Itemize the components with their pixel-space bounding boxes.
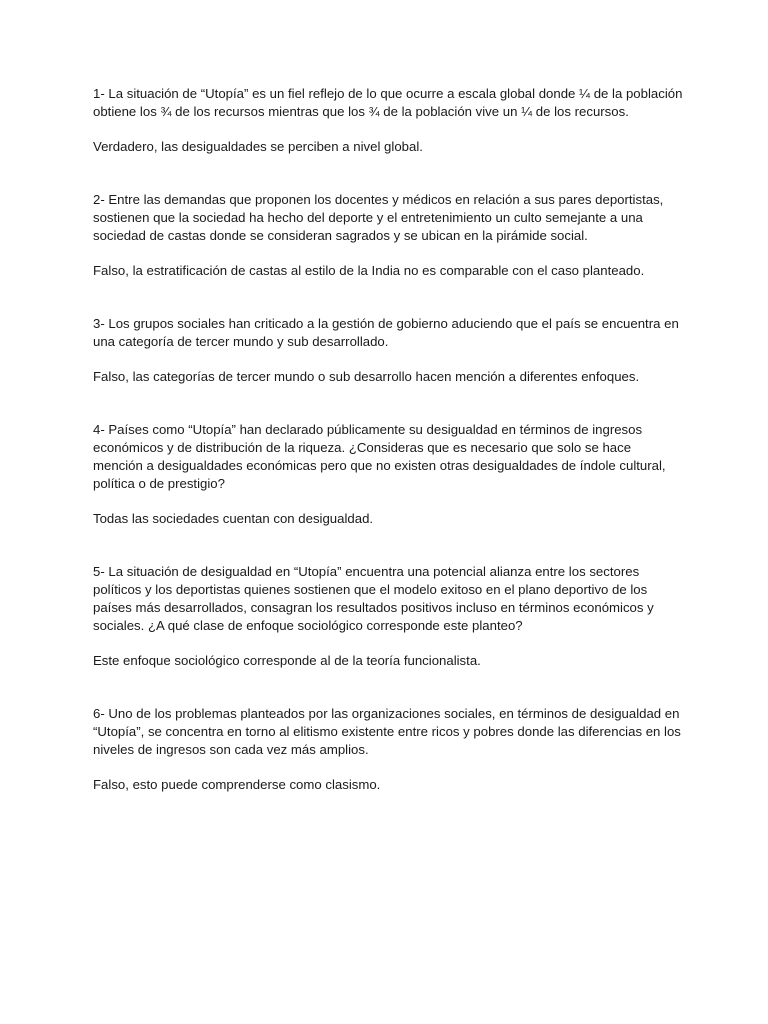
answer-text: Falso, esto puede comprenderse como clasismo. (93, 777, 381, 792)
question-item-3 (93, 315, 683, 386)
question-item-6 (93, 705, 683, 794)
question-item-5 (93, 563, 683, 670)
question-text: 3- Los grupos sociales han criticado a la gestión de gobierno aduciendo que el país se encuentra en una categoría de tercer mundo y sub desarrollado. (93, 316, 679, 349)
question-item-1 (93, 85, 683, 156)
question-text: 6- Uno de los problemas planteados por las organizaciones sociales, en términos de desigualdad en “Utopía”, se concentra en torno al elitismo existente entre ricos y pobres donde las diferencias en los niveles de ingresos son cada vez más amplios. (93, 706, 681, 757)
answer-text: Este enfoque sociológico corresponde al de la teoría funcionalista. (93, 653, 481, 668)
question-text: 4- Países como “Utopía” han declarado públicamente su desigualdad en términos de ingresos económicos y de distribución de la riqueza. ¿Consideras que es necesario que solo se hace mención a desigualdades económicas pero que no existen otras desigualdades de índole cultural, política o de prestigio? (93, 422, 666, 491)
question-item-4 (93, 421, 683, 528)
document-body (93, 85, 683, 794)
question-text: 1- La situación de “Utopía” es un fiel reflejo de lo que ocurre a escala global donde ¼ de la población obtiene los ¾ de los recursos mientras que los ¾ de la población vive un ¼ de los recursos. (93, 86, 683, 119)
answer-text: Todas las sociedades cuentan con desigualdad. (93, 511, 374, 526)
answer-text: Falso, la estratificación de castas al estilo de la India no es comparable con el caso planteado. (93, 263, 645, 278)
question-item-2 (93, 191, 683, 280)
answer-text: Verdadero, las desigualdades se perciben a nivel global. (93, 139, 423, 154)
question-text: 2- Entre las demandas que proponen los docentes y médicos en relación a sus pares deportistas, sostienen que la sociedad ha hecho del deporte y el entretenimiento un culto semejante a una sociedad de castas donde se consideran sagrados y se ubican en la pirámide social. (93, 192, 664, 243)
answer-text: Falso, las categorías de tercer mundo o sub desarrollo hacen mención a diferentes enfoques. (93, 369, 640, 384)
question-text: 5- La situación de desigualdad en “Utopía” encuentra una potencial alianza entre los sectores políticos y los deportistas quienes sostienen que el modelo exitoso en el plano deportivo de los países más desarrollados, consagran los resultados positivos incluso en términos económicos y sociales. ¿A qué clase de enfoque sociológico corresponde este planteo? (93, 564, 654, 633)
